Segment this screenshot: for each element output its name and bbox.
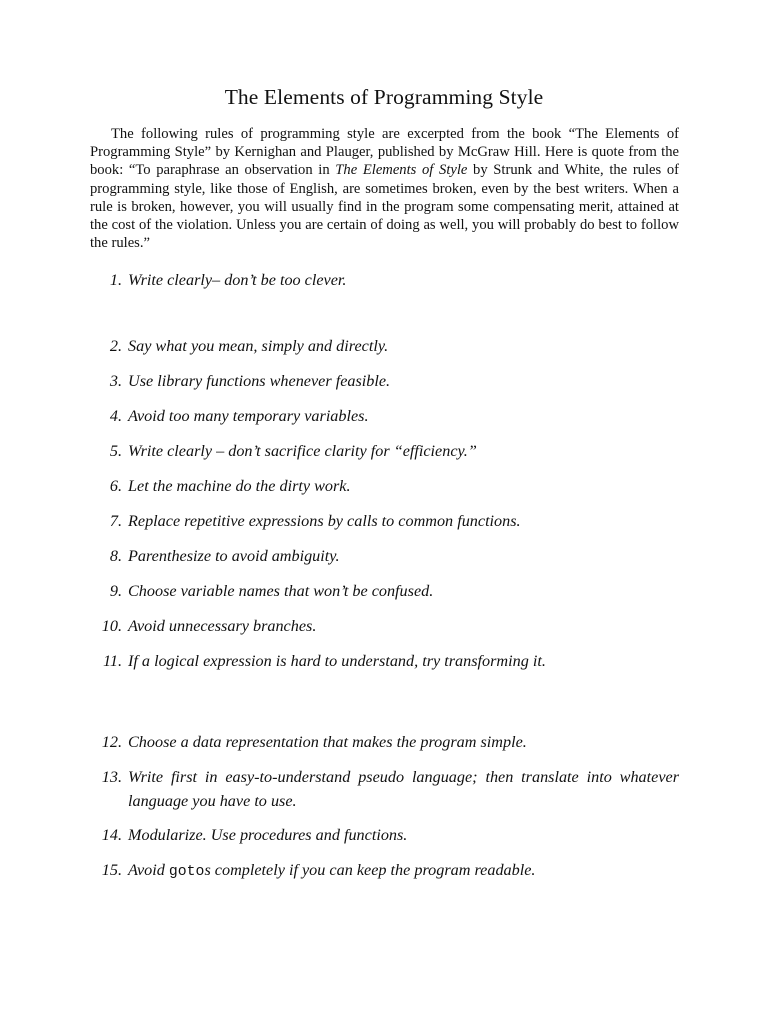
rule-number: 1. <box>109 271 122 289</box>
rule-number: 2. <box>109 337 122 355</box>
rule-text: Write clearly– don’t be too clever. <box>128 271 347 289</box>
rule-text: Modularize. Use procedures and functions. <box>128 826 408 844</box>
rule-number: 14. <box>101 826 122 844</box>
rule-number: 8. <box>109 547 122 565</box>
rule-text: Replace repetitive expressions by calls to common functions. <box>128 512 521 530</box>
rule-text: Choose variable names that won’t be confused. <box>128 582 434 600</box>
rule-number: 9. <box>109 582 122 600</box>
intro-text-part2: by Strunk and White, the rules of programming style, like those of English, are sometimes broken, even by the best writers. When a rule is broken, however, you will usually find in the program some compensating merit, attained at the cost of the violation. Unless you are certain of doing as well, you will probably do best to follow the rules.” <box>90 162 680 252</box>
page-title: The Elements of Programming Style <box>224 85 544 109</box>
rule-text <box>128 859 679 885</box>
rule-text: Choose a data representation that makes the program simple. <box>128 733 527 751</box>
code-keyword: goto <box>168 864 205 880</box>
rule-text: Avoid unnecessary branches. <box>128 617 317 635</box>
rule-number: 4. <box>109 407 122 425</box>
rule-text-after: s completely if you can keep the program readable. <box>204 861 536 879</box>
rule-number: 10. <box>101 617 122 635</box>
rule-text: Write clearly – don’t sacrifice clarity for “efficiency.” <box>128 442 477 460</box>
rule-text: If a logical expression is hard to understand, try transforming it. <box>128 652 546 670</box>
rule-text: Avoid too many temporary variables. <box>128 407 369 425</box>
rule-text: Write first in easy-to-understand pseudo language; then translate into whatever language you have to use. <box>128 768 679 810</box>
rule-number: 11. <box>102 652 122 670</box>
rule-number: 5. <box>109 442 122 460</box>
rule-text: Use library functions whenever feasible. <box>128 372 391 390</box>
rule-text: Parenthesize to avoid ambiguity. <box>128 547 340 565</box>
rule-text: Let the machine do the dirty work. <box>128 477 351 495</box>
rule-number: 7. <box>109 512 122 530</box>
rule-text: Say what you mean, simply and directly. <box>128 337 389 355</box>
intro-text-part1: The following rules of programming style are excerpted from the book “The Elements of Programming Style” by Kernighan and Plauger, published by McGraw Hill. Here is quote from the book: “To paraphrase an observation in <box>90 126 679 179</box>
intro-book-title: The Elements of Style <box>335 162 468 179</box>
rule-number: 6. <box>109 477 122 495</box>
rule-text-before: Avoid <box>128 861 169 879</box>
rule-number: 13. <box>101 768 122 786</box>
rule-number: 15. <box>101 861 122 879</box>
rule-number: 12. <box>101 733 122 751</box>
rule-number: 3. <box>109 372 122 390</box>
